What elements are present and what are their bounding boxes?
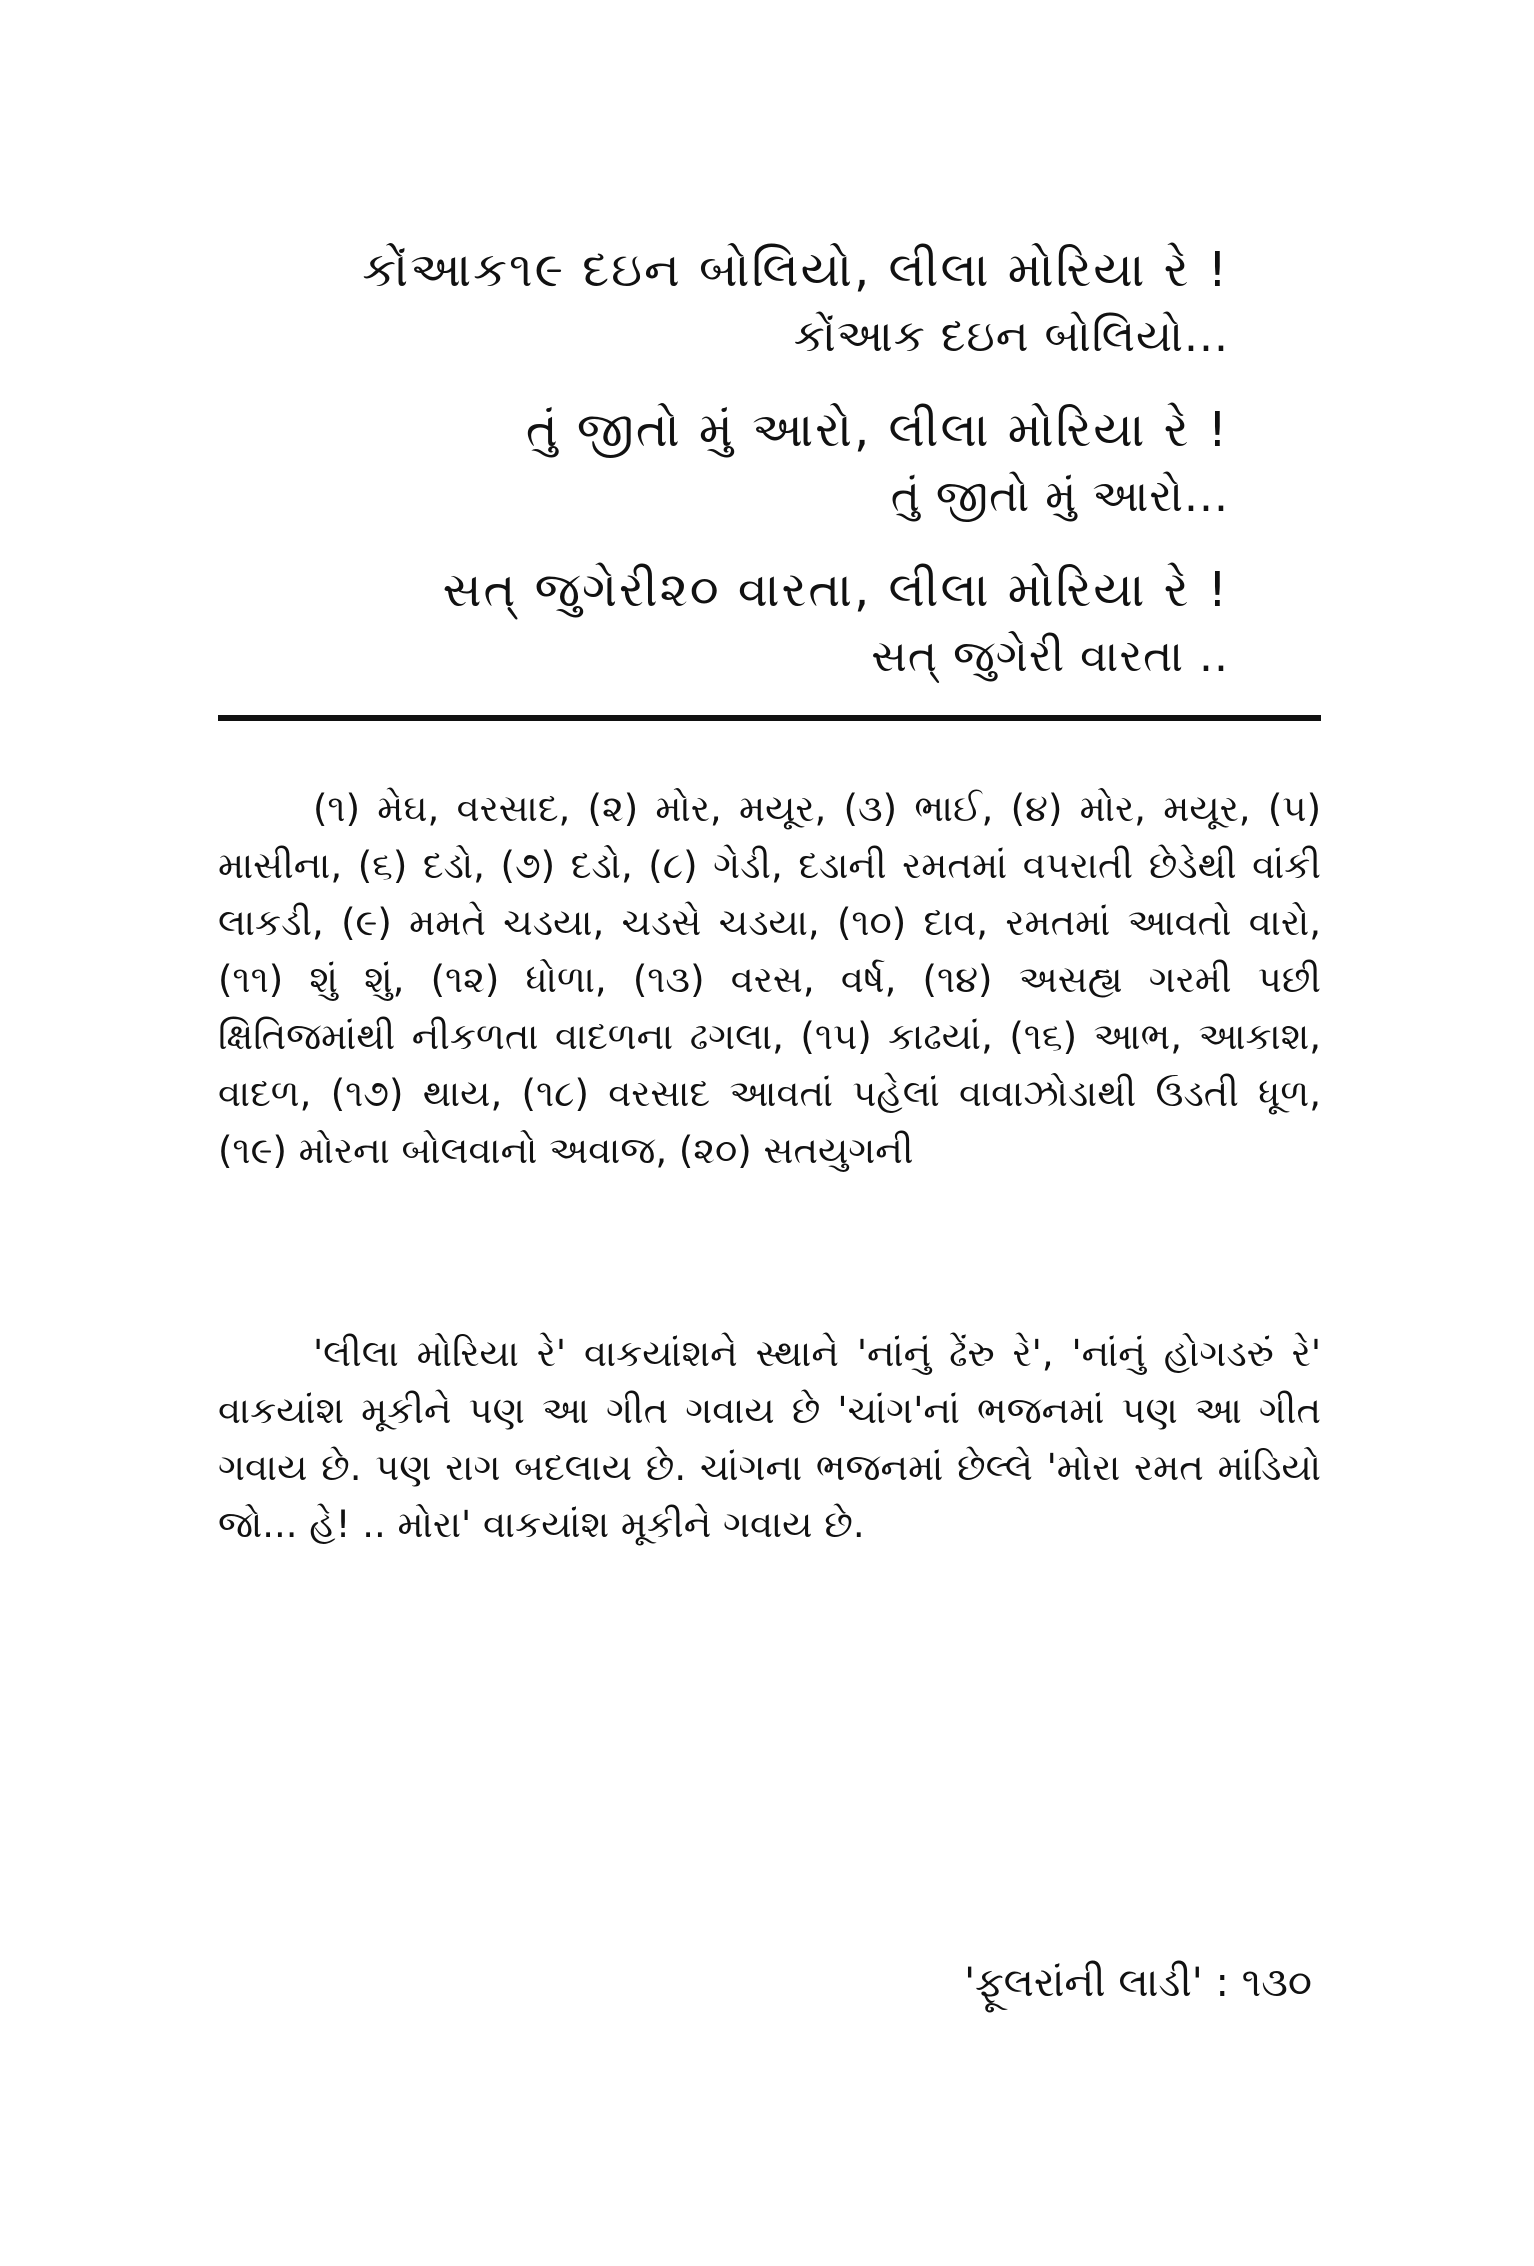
verse-3 (443, 555, 1229, 689)
verse-line: કોંઆક૧૯ દઇન બોલિયો, લીલા મોરિયા રે ! (362, 242, 1229, 298)
footnotes-glossary: (૧) મેઘ, વરસાદ, (૨) મોર, મયૂર, (૩) ભાઈ, (૪) મોર, મયૂર, (૫) માસીના, (૬) દડો, (૭) દડો, (૮) ગેડી, દડાની રમતમાં વપરાતી છેડેથી વાંકી લાકડી, (૯) મમતે ચડયા, ચડસે ચડયા, (૧૦) દાવ, રમતમાં આવતો વારો, (૧૧) શું શું, (૧૨) ધોળા, (૧૩) વરસ, વર્ષ, (૧૪) અસહ્ય ગરમી પછી ક્ષિતિજમાંથી નીકળતા વાદળના ઢગલા, (૧૫) કાઢયાં, (૧૬) આભ, આકાશ, વાદળ, (૧૭) થાય, (૧૮) વરસાદ આવતાં પહેલાં વાવાઝોડાથી ઉડતી ધૂળ, (૧૯) મોરના બોલવાનો અવાજ, (૨૦) સતયુગની (218, 787, 1321, 1172)
verse-1 (362, 235, 1229, 369)
section-divider (218, 715, 1321, 721)
commentary-paragraph: 'લીલા મોરિયા રે' વાકયાંશને સ્થાને 'નાંનું ઢેંરુ રે', 'નાંનું હોગડરું રે' વાકયાંશ મૂકીને પણ આ ગીત ગવાય છે 'ચાંગ'નાં ભજનમાં પણ આ ગીત ગવાય છે. પણ રાગ બદલાય છે. ચાંગના ભજનમાં છેલ્લે 'મોરા રમત માંડિયો જો... હે! .. મોરા' વાકયાંશ મૂકીને ગવાય છે. (218, 1332, 1321, 1546)
verse-line: તું જીતો મું આરો, લીલા મોરિયા રે ! (525, 402, 1229, 458)
page-footer: 'ફૂલરાંની લાડી' : ૧૩૦ (964, 1960, 1312, 2006)
verse-refrain: તું જીતો મું આરો... (890, 471, 1229, 522)
verse-refrain: સત્ જુગેરી વારતા .. (871, 631, 1229, 682)
verse-line: સત્ જુગેરી૨૦ વારતા, લીલા મોરિયા રે ! (442, 562, 1229, 618)
verse-refrain: કોંઆક દઇન બોલિયો... (793, 311, 1229, 362)
verse-2 (526, 395, 1229, 529)
